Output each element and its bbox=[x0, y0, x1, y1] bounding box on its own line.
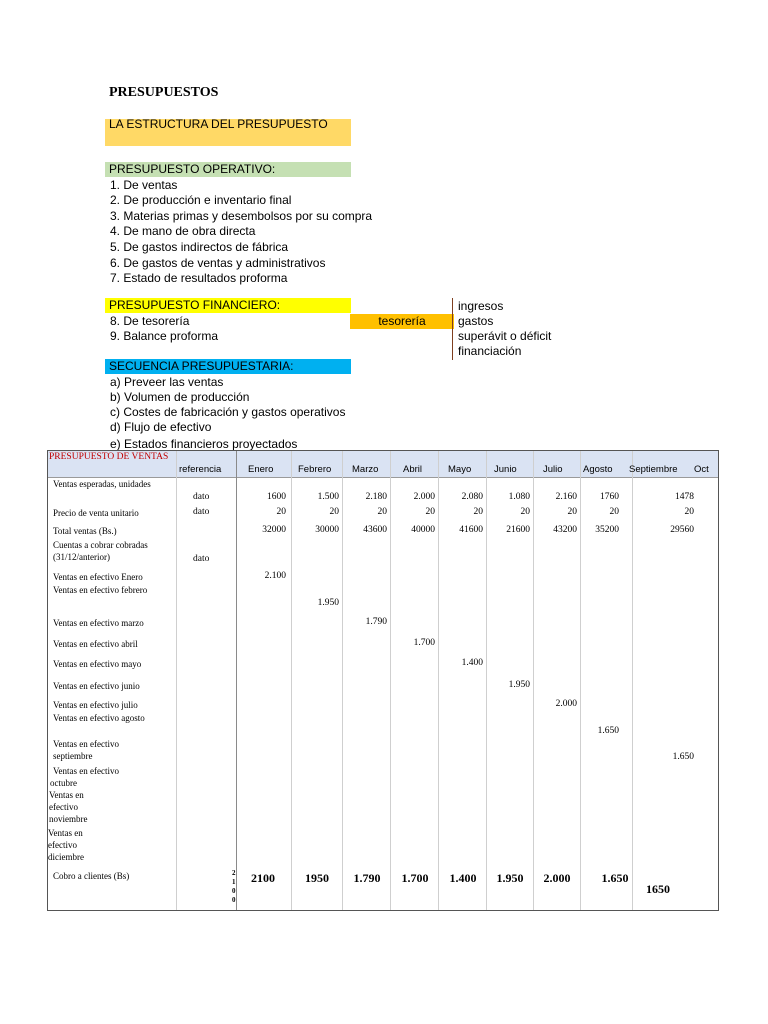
cell: 29560 bbox=[670, 525, 694, 535]
column-line bbox=[342, 451, 343, 910]
cell: 1650 bbox=[646, 882, 670, 896]
operativo-item: 7. Estado de resultados proforma bbox=[110, 271, 288, 285]
secuencia-item: c) Costes de fabricación y gastos operativos bbox=[110, 405, 346, 419]
financiero-side: financiación bbox=[458, 344, 522, 358]
cell: 1.950 bbox=[496, 871, 524, 885]
row-label: Ventas en efectivo septiembre bbox=[53, 739, 119, 761]
row-label: Ventas en efectivo julio bbox=[53, 700, 138, 710]
tesoreria-label: tesorería bbox=[350, 314, 454, 329]
cell: 43600 bbox=[363, 525, 387, 535]
cell: 21600 bbox=[506, 525, 530, 535]
cell: 1.400 bbox=[449, 871, 477, 885]
bracket-line bbox=[452, 298, 453, 360]
cell: 1.790 bbox=[365, 617, 387, 627]
row-label: Ventas en efectivo diciembre bbox=[48, 828, 84, 862]
header-agosto: Agosto bbox=[583, 464, 613, 475]
estructura-header: LA ESTRUCTURA DEL PRESUPUESTO bbox=[105, 119, 351, 146]
row-label: Precio de venta unitario bbox=[53, 508, 139, 518]
cell: 2.080 bbox=[461, 492, 483, 502]
operativo-item: 3. Materias primas y desembolsos por su compra bbox=[110, 209, 373, 223]
cell: 1600 bbox=[267, 492, 286, 502]
column-line bbox=[236, 451, 237, 910]
cell: 1.650 bbox=[672, 752, 694, 762]
cell: 1760 bbox=[600, 492, 619, 502]
header-referencia: referencia bbox=[179, 464, 222, 475]
operativo-header: PRESUPUESTO OPERATIVO: bbox=[105, 162, 351, 177]
header-oct: Oct bbox=[694, 464, 709, 475]
row-ref: dato bbox=[193, 507, 210, 517]
row-label: Ventas en efectivo abril bbox=[53, 639, 138, 649]
financiero-header: PRESUPUESTO FINANCIERO: bbox=[105, 298, 351, 313]
cell: 43200 bbox=[553, 525, 577, 535]
cell: 1.950 bbox=[508, 680, 530, 690]
ventas-table bbox=[47, 450, 719, 911]
cell: 20 bbox=[567, 507, 577, 517]
header-septiembre: Septiembre bbox=[629, 464, 678, 475]
row-label: Ventas en efectivo Enero bbox=[53, 572, 143, 582]
header-enero: Enero bbox=[248, 464, 274, 475]
column-line bbox=[291, 451, 292, 910]
row-label: Total ventas (Bs.) bbox=[53, 526, 117, 536]
header-junio: Junio bbox=[494, 464, 517, 475]
cell: 2.180 bbox=[365, 492, 387, 502]
financiero-side: ingresos bbox=[458, 299, 504, 313]
row-label: Ventas en efectivo noviembre bbox=[49, 790, 88, 824]
cell: 2100 bbox=[251, 871, 275, 885]
cell: 20 bbox=[684, 507, 694, 517]
cell: 20 bbox=[609, 507, 619, 517]
cell: 2.000 bbox=[555, 699, 577, 709]
secuencia-item: a) Preveer las ventas bbox=[110, 375, 224, 389]
cell: 20 bbox=[276, 507, 286, 517]
cell: 2.100 bbox=[264, 571, 286, 581]
column-line bbox=[533, 451, 534, 910]
column-line bbox=[580, 451, 581, 910]
column-line bbox=[390, 451, 391, 910]
cell: 2.000 bbox=[543, 871, 571, 885]
cell: 1.950 bbox=[317, 598, 339, 608]
row-label: Ventas en efectivo octubre bbox=[50, 766, 119, 788]
cobro-ref-vertical: 2100 bbox=[232, 869, 236, 904]
financiero-side: superávit o déficit bbox=[458, 329, 552, 343]
row-label: Ventas en efectivo marzo bbox=[53, 618, 144, 628]
row-ref: dato bbox=[193, 554, 210, 564]
column-line bbox=[438, 451, 439, 910]
cell: 35200 bbox=[595, 525, 619, 535]
cell: 30000 bbox=[315, 525, 339, 535]
header-febrero: Febrero bbox=[298, 464, 332, 475]
secuencia-header: SECUENCIA PRESUPUESTARIA: bbox=[105, 359, 351, 374]
cell: 1.650 bbox=[601, 871, 629, 885]
operativo-item: 4. De mano de obra directa bbox=[110, 224, 256, 238]
operativo-item: 6. De gastos de ventas y administrativos bbox=[110, 256, 326, 270]
row-ref: dato bbox=[193, 492, 210, 502]
secuencia-item: d) Flujo de efectivo bbox=[110, 420, 212, 434]
secuencia-item: e) Estados financieros proyectados bbox=[110, 437, 298, 451]
cell: 41600 bbox=[459, 525, 483, 535]
header-abril: Abril bbox=[403, 464, 423, 475]
cell: 20 bbox=[520, 507, 530, 517]
header-marzo: Marzo bbox=[352, 464, 379, 475]
financiero-item: 9. Balance proforma bbox=[110, 329, 219, 343]
row-label: Cuentas a cobrar cobradas (31/12/anterior) bbox=[53, 540, 148, 562]
cell: 1.500 bbox=[317, 492, 339, 502]
operativo-item: 1. De ventas bbox=[110, 178, 178, 192]
financiero-item: 8. De tesorería bbox=[110, 314, 190, 328]
cell: 1.400 bbox=[461, 658, 483, 668]
cell: 1478 bbox=[675, 492, 694, 502]
cell: 20 bbox=[425, 507, 435, 517]
row-label: Cobro a clientes (Bs) bbox=[53, 871, 130, 881]
cell: 2.160 bbox=[555, 492, 577, 502]
secuencia-item: b) Volumen de producción bbox=[110, 390, 250, 404]
column-line bbox=[486, 451, 487, 910]
page-title: PRESUPUESTOS bbox=[109, 85, 219, 100]
cell: 1.080 bbox=[508, 492, 530, 502]
column-line bbox=[176, 451, 177, 910]
header-mayo: Mayo bbox=[448, 464, 472, 475]
cell: 20 bbox=[329, 507, 339, 517]
row-label: Ventas esperadas, unidades bbox=[53, 479, 151, 489]
cell: 32000 bbox=[262, 525, 286, 535]
row-label: Ventas en efectivo agosto bbox=[53, 713, 145, 723]
cell: 1.650 bbox=[597, 726, 619, 736]
operativo-item: 2. De producción e inventario final bbox=[110, 193, 292, 207]
table-title: PRESUPUESTO DE VENTAS bbox=[49, 452, 169, 462]
row-label: Ventas en efectivo febrero bbox=[53, 585, 148, 595]
cell: 20 bbox=[473, 507, 483, 517]
cell: 1.700 bbox=[401, 871, 429, 885]
column-line bbox=[632, 451, 633, 910]
cell: 1950 bbox=[305, 871, 329, 885]
cell: 40000 bbox=[411, 525, 435, 535]
cell: 1.700 bbox=[413, 638, 435, 648]
cell: 20 bbox=[377, 507, 387, 517]
operativo-item: 5. De gastos indirectos de fábrica bbox=[110, 240, 289, 254]
header-julio: Julio bbox=[543, 464, 563, 475]
financiero-side: gastos bbox=[458, 314, 494, 328]
row-label: Ventas en efectivo junio bbox=[53, 681, 140, 691]
cell: 2.000 bbox=[413, 492, 435, 502]
cell: 1.790 bbox=[353, 871, 381, 885]
row-label: Ventas en efectivo mayo bbox=[53, 659, 142, 669]
